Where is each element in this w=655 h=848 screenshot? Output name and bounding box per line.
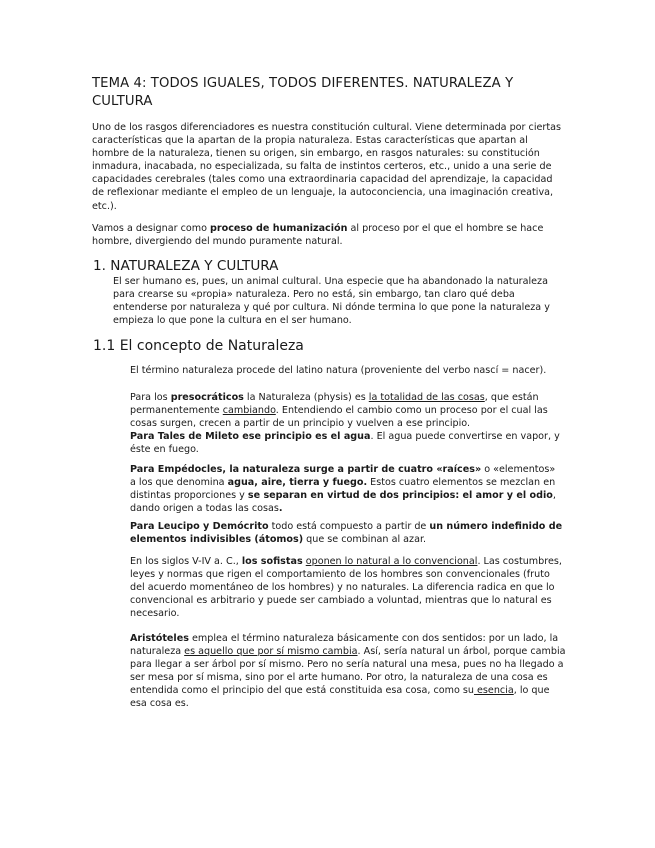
- text-span: , lo que esa cosa es.: [130, 685, 550, 710]
- bold-term: agua, aire, tierra y fuego.: [227, 477, 368, 489]
- bold-term: los sofistas: [241, 556, 303, 567]
- text-span: al proceso por el que el hombre se hace hombre, divergiendo del mundo puramente natural.: [92, 223, 544, 248]
- bold-term: Para Tales de Mileto ese principio es el agua: [130, 431, 371, 443]
- text-span: o «elementos» a los que denomina: [130, 464, 556, 489]
- intro-paragraph: Uno de los rasgos diferenciadores es nuestra constitución cultural. Viene determinada por ciertas características que la apartan de la propia naturaleza. Estas características que apartan al hombre de la naturaleza, tienen su origen, sin embargo, en rasgos naturales: su constitución inmadura, inacabada, no especializada, su falta de instintos certeros, etc., unido a una serie de capacidades cerebrales (tales como una extraordinaria capacidad del aprendizaje, la capacidad de reflexionar mediante el empleo de un lenguaje, la autoconciencia, una imaginación creativa, etc.).: [92, 122, 561, 212]
- text-span: . Entendiendo el cambio como un proceso por el cual las cosas surgen, crecen a partir de un principio y vuelven a ese principio.: [130, 405, 548, 430]
- text-span: . El agua puede convertirse en vapor, y éste en fuego.: [130, 431, 560, 456]
- sofistas-paragraph: [130, 555, 564, 620]
- bold-term: .: [278, 503, 283, 515]
- natura-paragraph: El término naturaleza procede del latino natura (proveniente del verbo nascí = nacer).: [130, 365, 547, 376]
- text-span: , dando origen a todas las cosas: [130, 490, 556, 515]
- empedocles-paragraph: [130, 463, 564, 515]
- text-span: Estos cuatro elementos se mezclan en distintas proporciones y: [130, 477, 556, 502]
- bold-term: Para Empédocles, la naturaleza surge a partir de cuatro «raíces»: [130, 464, 482, 475]
- text-span: emplea el término naturaleza básicamente con dos sentidos: por un lado, la naturaleza: [130, 633, 559, 658]
- text-span: En los siglos V-IV a. C.,: [130, 556, 242, 567]
- bold-term: se separan en virtud de dos principios: el amor y el odio: [247, 490, 553, 502]
- text-span: todo está compuesto a partir de: [268, 521, 430, 532]
- bold-term: proceso de humanización: [210, 223, 348, 234]
- leucipo-paragraph: [130, 520, 564, 546]
- bold-term: un número indefinido de elementos indivisibles (átomos): [130, 521, 563, 546]
- aristoteles-paragraph: [130, 632, 566, 711]
- humanizacion-paragraph: [92, 222, 564, 248]
- underlined-term: esencia: [473, 685, 514, 697]
- section1-paragraph: El ser humano es, pues, un animal cultural. Una especie que ha abandonado la naturaleza para crearse su «propia» naturaleza. Pero no está, sin embargo, tan claro qué deba entenderse por naturaleza y qué por cultura. Ni dónde termina lo que pone la naturaleza y empieza lo que pone la cultura en el ser humano.: [113, 276, 550, 327]
- text-span: . Así, sería natural un árbol, porque cambia para llegar a ser árbol por sí mismo. Pero no sería natural una mesa, pues no ha llegado a ser mesa por sí misma, sino por el arte humano. Por otro, la naturaleza de una cosa es entendida como el principio del que está constituida esa cosa, como su: [130, 646, 566, 697]
- text-span: Para los: [130, 392, 171, 403]
- bold-term: Aristóteles: [130, 633, 189, 644]
- text-span: la Naturaleza (physis) es: [243, 392, 369, 403]
- bold-term: presocráticos: [170, 392, 244, 403]
- section-heading-1: 1. NATURALEZA Y CULTURA: [93, 258, 279, 274]
- presocraticos-paragraph: [130, 391, 566, 456]
- text-span: Vamos a designar como: [92, 223, 210, 234]
- page-title: TEMA 4: TODOS IGUALES, TODOS DIFERENTES. NATURALEZA Y CULTURA: [92, 76, 514, 109]
- text-span: que se combinan al azar.: [303, 534, 427, 546]
- underlined-term: la totalidad de las cosas: [368, 392, 485, 403]
- section-heading-1-1: 1.1 El concepto de Naturaleza: [93, 338, 304, 354]
- underlined-term: cambiando: [222, 405, 276, 417]
- underlined-term: es aquello que por sí mismo cambia: [184, 646, 358, 658]
- underlined-term: oponen lo natural a lo convencional: [305, 556, 478, 567]
- bold-term: Para Leucipo y Demócrito: [130, 521, 269, 532]
- text-span: . Las costumbres, leyes y normas que rigen el comportamiento de los hombres son convencionales (fruto del acuerdo momentáneo de los hombres) y no naturales. La diferencia radica en que lo convencional es arbitrario y puede ser cambiado a voluntad, mientras que lo natural es necesario.: [130, 556, 562, 620]
- text-span: , que están permanentemente: [130, 392, 539, 417]
